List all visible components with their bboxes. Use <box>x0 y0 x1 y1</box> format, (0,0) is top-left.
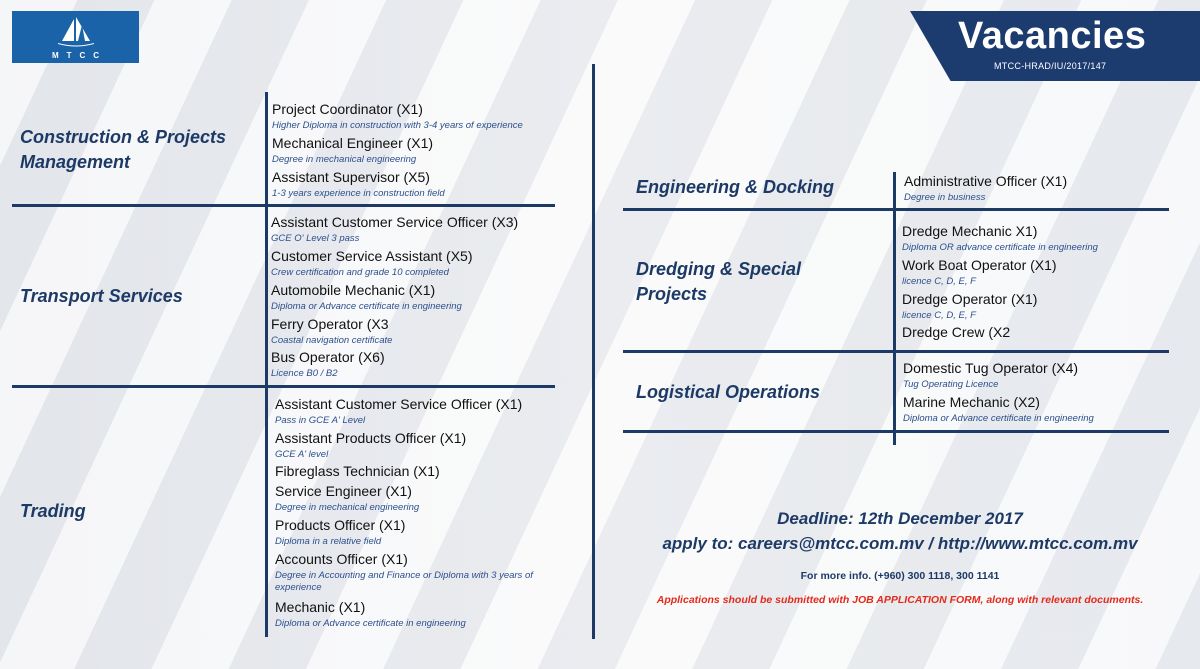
more-info-phone: For more info. (+960) 300 1118, 300 1141 <box>800 570 1000 582</box>
job-requirement: 1-3 years experience in construction field <box>272 188 445 199</box>
right-separator-2 <box>623 350 1169 353</box>
category-transport: Transport Services <box>20 286 183 306</box>
job-title: Marine Mechanic (X2) <box>903 394 1040 410</box>
job-title: Work Boat Operator (X1) <box>902 257 1057 273</box>
left-separator-2 <box>12 385 555 388</box>
job-title: Mechanic (X1) <box>275 599 366 615</box>
job-title: Assistant Customer Service Officer (X3) <box>271 214 519 230</box>
job-requirement: Degree in mechanical engineering <box>272 154 417 165</box>
job-title: Products Officer (X1) <box>275 517 406 533</box>
job-title: Assistant Customer Service Officer (X1) <box>275 396 523 412</box>
job-requirement: Degree in Accounting and Finance or Diploma with 3 years of experience <box>275 570 533 593</box>
apply-contact[interactable]: apply to: careers@mtcc.com.mv / http://www.mtcc.com.mv <box>662 534 1138 553</box>
job-title: Fibreglass Technician (X1) <box>275 463 440 479</box>
job-title: Dredge Mechanic X1) <box>902 223 1038 239</box>
job-title: Domestic Tug Operator (X4) <box>903 360 1079 376</box>
job-requirement: Coastal navigation certificate <box>271 335 393 346</box>
deadline-text: Deadline: 12th December 2017 <box>777 509 1023 528</box>
right-divider <box>893 172 896 445</box>
left-separator-1 <box>12 204 555 207</box>
category-trading: Trading <box>20 501 86 521</box>
job-title: Accounts Officer (X1) <box>275 551 408 567</box>
category-engineering: Engineering & Docking <box>636 177 835 197</box>
job-requirement: Diploma or Advance certificate in engineering <box>903 413 1094 424</box>
right-separator-3 <box>623 430 1169 433</box>
job-requirement: Higher Diploma in construction with 3-4 years of experience <box>272 120 523 131</box>
category-logistical: Logistical Operations <box>636 382 821 402</box>
job-requirement: Tug Operating Licence <box>903 379 999 390</box>
job-requirement: Crew certification and grade 10 completed <box>271 267 449 278</box>
category-construction: Construction & Projects Management <box>20 127 227 172</box>
vacancies-banner <box>910 11 1200 81</box>
left-divider <box>265 92 268 637</box>
application-note: Applications should be submitted with JOB APPLICATION FORM, along with relevant documents. <box>656 594 1144 606</box>
job-requirement: Pass in GCE A' Level <box>275 415 366 426</box>
job-title: Administrative Officer (X1) <box>904 173 1068 189</box>
right-separator-1 <box>623 208 1169 211</box>
job-title: Assistant Supervisor (X5) <box>272 169 430 185</box>
job-requirement: Diploma in a relative field <box>275 536 382 547</box>
job-title: Customer Service Assistant (X5) <box>271 248 473 264</box>
job-requirement: GCE A' level <box>275 449 329 460</box>
banner-title: Vacancies <box>958 15 1147 57</box>
job-requirement: Degree in business <box>904 192 986 203</box>
logo-text: MTCC <box>51 51 108 60</box>
center-divider <box>592 64 595 639</box>
job-requirement: Diploma OR advance certificate in engineering <box>902 242 1098 253</box>
job-title: Project Coordinator (X1) <box>272 101 423 117</box>
job-title: Bus Operator (X6) <box>271 349 385 365</box>
job-title: Dredge Crew (X2 <box>902 324 1011 340</box>
mtcc-logo <box>12 11 139 63</box>
banner-reference: MTCC-HRAD/IU/2017/147 <box>994 61 1107 71</box>
job-title: Dredge Operator (X1) <box>902 291 1038 307</box>
job-requirement: Degree in mechanical engineering <box>275 502 420 513</box>
sailboat-icon <box>56 15 96 47</box>
job-title: Service Engineer (X1) <box>275 483 412 499</box>
job-requirement: licence C, D, E, F <box>902 310 976 321</box>
job-title: Ferry Operator (X3 <box>271 316 389 332</box>
category-dredging: Dredging & Special Projects <box>636 259 802 304</box>
job-requirement: Diploma or Advance certificate in engineering <box>275 618 466 629</box>
job-requirement: Diploma or Advance certificate in engineering <box>271 301 462 312</box>
job-title: Assistant Products Officer (X1) <box>275 430 467 446</box>
job-title: Automobile Mechanic (X1) <box>271 282 436 298</box>
job-requirement: Licence B0 / B2 <box>271 368 338 379</box>
job-requirement: GCE O' Level 3 pass <box>271 233 360 244</box>
job-requirement: licence C, D, E, F <box>902 276 976 287</box>
job-title: Mechanical Engineer (X1) <box>272 135 434 151</box>
